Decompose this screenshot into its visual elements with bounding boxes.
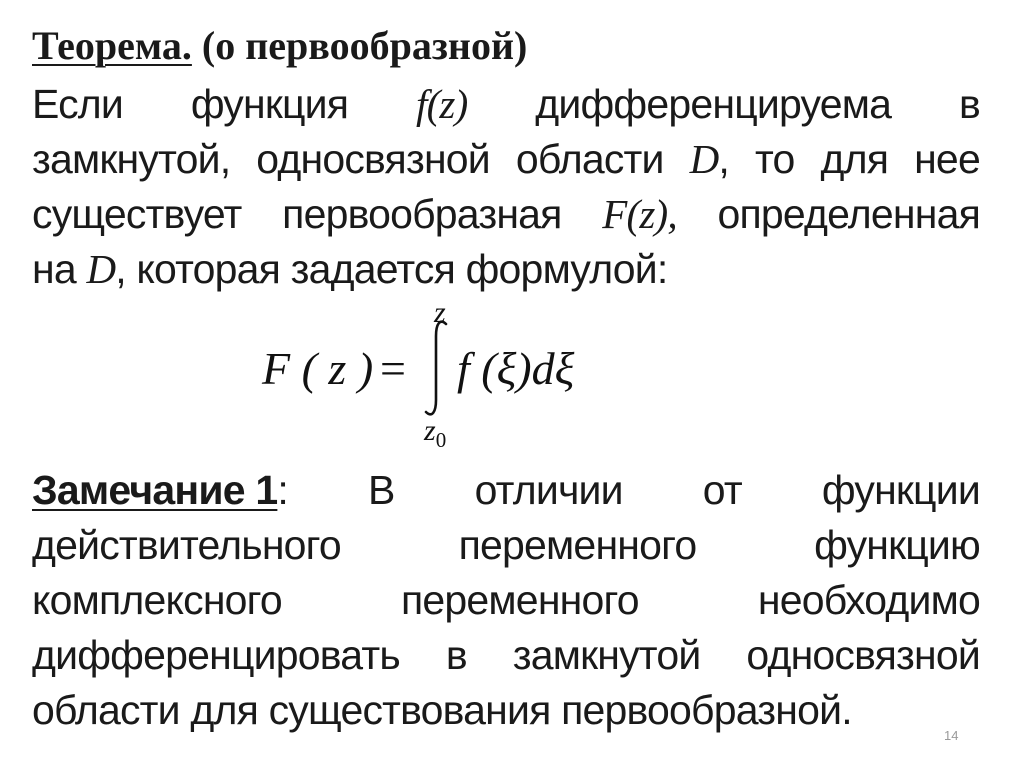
line-text: области для существования первообразной.	[32, 687, 852, 733]
word: для	[820, 136, 889, 182]
word: необходимо	[757, 577, 980, 623]
word: функция	[190, 81, 349, 127]
word: Если	[32, 81, 124, 127]
theorem-title	[32, 18, 980, 74]
word: нее	[914, 136, 980, 182]
remark-line-4	[32, 627, 980, 683]
word: дифференцировать	[32, 632, 400, 678]
word: функцию	[814, 522, 980, 568]
word: переменного	[458, 522, 697, 568]
word-fz: f(z)	[415, 81, 468, 127]
word: от	[702, 467, 742, 513]
word: то	[754, 136, 795, 182]
word: области	[515, 136, 664, 182]
page-number: 14	[944, 728, 959, 743]
formula-equals: =	[380, 343, 406, 394]
word: отличии	[474, 467, 623, 513]
integral-upper-limit: z	[434, 296, 446, 329]
theorem-line-2	[32, 131, 980, 187]
word: существует	[32, 191, 242, 237]
word: В	[368, 467, 395, 513]
word: односвязной	[256, 136, 490, 182]
word: комплексного	[32, 577, 282, 623]
word: D,	[689, 136, 729, 182]
word: первообразная	[282, 191, 562, 237]
remark-colon: :	[277, 467, 288, 513]
word: определенная	[717, 191, 980, 237]
theorem-subtitle: (о первообразной)	[201, 23, 528, 68]
lower-limit-var: z	[424, 414, 436, 447]
word: замкнутой,	[32, 136, 231, 182]
word: дифференцируема	[535, 81, 892, 127]
word: действительного	[32, 522, 341, 568]
remark-line-2	[32, 517, 980, 573]
line-text: на D, которая задается формулой:	[32, 246, 668, 292]
word-Fz: F(z),	[602, 191, 677, 237]
remark-line-3	[32, 572, 980, 628]
word: в	[445, 632, 467, 678]
word: замкнутой	[512, 632, 701, 678]
antiderivative-formula	[262, 296, 642, 460]
remark-heading	[32, 462, 288, 518]
formula-integrand: f (ξ)dξ	[457, 343, 575, 394]
word: переменного	[401, 577, 639, 623]
theorem-line-4	[32, 241, 980, 297]
remark-line-1	[32, 462, 980, 518]
integral-sign-icon	[422, 318, 452, 418]
remark-label: Замечание 1	[32, 467, 278, 513]
lower-limit-sub: 0	[435, 428, 447, 452]
theorem-line-1	[32, 76, 980, 132]
remark-line-5	[32, 682, 980, 738]
word: функции	[821, 467, 980, 513]
theorem-label: Теорема.	[32, 23, 192, 68]
theorem-line-3	[32, 186, 980, 242]
formula-lhs: F ( z )	[262, 343, 374, 394]
integral-lower-limit	[424, 414, 446, 453]
word: в	[958, 81, 980, 127]
word: односвязной	[746, 632, 980, 678]
